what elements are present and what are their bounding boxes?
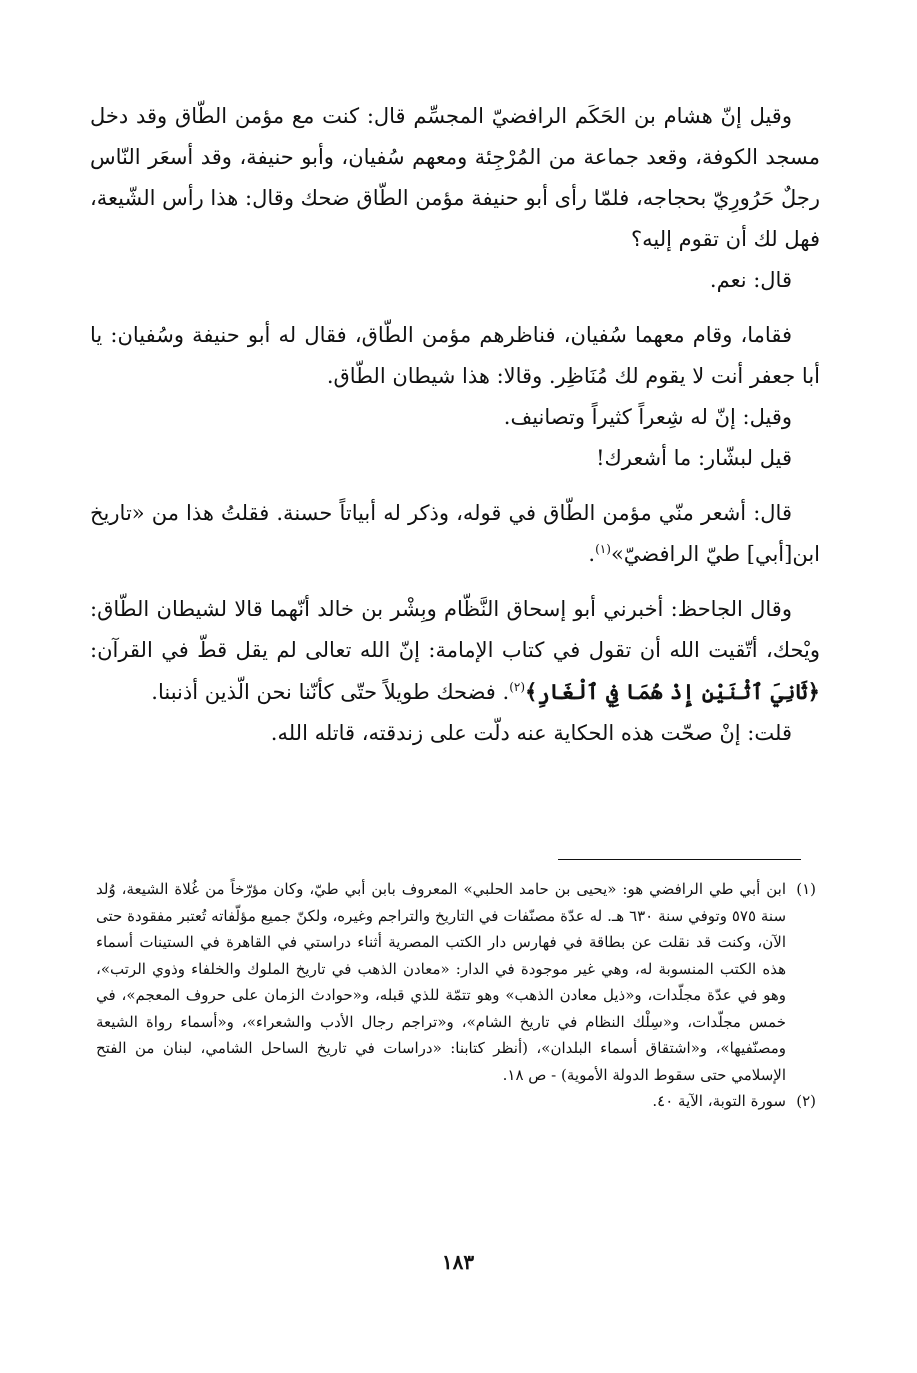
paragraph-bashar: قيل لبشّار: ما أشعرك! (596, 446, 792, 470)
paragraph-bashar-reply (90, 493, 820, 575)
footnote-ref-1[interactable]: (١) (595, 542, 611, 556)
paragraph-author-comment: قلت: إنْ صحّت هذه الحكاية عنه دلّت على زندقته، قاتله الله. (270, 721, 792, 745)
paragraph-jahiz (90, 589, 820, 713)
paragraph-bashar-reply-end: . (588, 542, 596, 566)
main-text (90, 96, 820, 754)
paragraph-poetry: وقيل: إنّ له شِعراً كثيراً وتصانيف. (503, 405, 792, 429)
footnote-text: ابن أبي طي الرافضي هو: «يحيى بن حامد الحلبي» المعروف بابن أبي طيّ، وكان مؤرّخاً من غُلاة الشيعة، وُلد سنة ٥٧٥ وتوفي سنة ٦٣٠ هـ. له عدّة مصنّفات في التاريخ والتراجم وغيره، ولكنّ جميع مؤلّفاته تُعتبر مفقودة حتى الآن، وكنت قد نقلت عن بطاقة في فهارس دار الكتب المصرية أثناء دراستي في القاهرة في الستينات أسماء هذه الكتب المنسوبة له، وهي غير موجودة في الدار: «معادن الذهب في تاريخ الملوك والخلفاء وذوي الرتب»، وهو في عدّة مجلّدات، و«ذيل معادن الذهب» وهو تتمّة للذي قبله، و«حوادث الزمان على حروف المعجم»، في خمس مجلّدات، و«سِلْك النظام في تاريخ الشام»، و«تراجم رجال الأدب والشعراء»، و«أسماء رواة الشيعة ومصنّفيها»، و«اشتقاق أسماء البلدان»، (أنظر كتابنا: «دراسات في تاريخ الساحل الشامي، لبنان من الفتح الإسلامي حتى سقوط الدولة الأموية) - ص ١٨. (96, 880, 787, 1084)
paragraph-bashar-reply-text: قال: أشعر منّي مؤمن الطّاق في قوله، وذكر له أبياتاً حسنة. فقلتُ هذا من «تاريخ ابن[أبي] طيّ الرافضيّ» (90, 501, 820, 566)
footnote-separator (558, 859, 801, 860)
paragraph-reply-yes: قال: نعم. (709, 268, 792, 292)
footnotes (96, 876, 816, 1115)
paragraph-jahiz-end: . فضحك طويلاً حتّى كأنّنا نحن الّذين أذنبنا. (151, 680, 510, 704)
quran-quote: ﴿ثَانِيَ ٱثْنَيْنِ إِذْ هُمَا فِي ٱلْغَارِ﴾ (525, 679, 820, 704)
paragraph-hisham-story: وقيل إنّ هشام بن الحَكَم الرافضيّ المجسِّم قال: كنت مع مؤمن الطّاق وقد دخل مسجد الكوفة، وقعد جماعة من المُرْجِئة ومعهم سُفيان، وأبو حنيفة، وقد أسعَر النّاس رجلٌ حَرُورِيّ بحجاجه، فلمّا رأى أبو حنيفة مؤمن الطّاق ضحك وقال: هذا رأس الشّيعة، فهل لك أن تقوم إليه؟ (90, 104, 820, 251)
paragraph-debate: فقاما، وقام معهما سُفيان، فناظرهم مؤمن الطّاق، فقال له أبو حنيفة وسُفيان: يا أبا جعفر أنت لا يقوم لك مُنَاظِر. وقالا: هذا شيطان الطّاق. (90, 323, 820, 388)
footnote-ref-2[interactable]: (٢) (509, 680, 526, 694)
paragraph-jahiz-text: وقال الجاحظ: أخبرني أبو إسحاق النَّظّام وبِشْر بن خالد أنّهما قالا لشيطان الطّاق: ويْحك، أتّقيت الله أن تقول في كتاب الإمامة: إنّ الله تعالى لم يقل قطّ في القرآن: (90, 597, 820, 662)
footnote-1 (96, 876, 816, 1088)
footnote-2 (96, 1088, 816, 1115)
footnote-number: (١) (796, 880, 816, 898)
page-number: ١٨٣ (441, 1250, 475, 1274)
footnote-text: سورة التوبة، الآية ٤٠. (652, 1092, 786, 1110)
footnote-number: (٢) (796, 1092, 816, 1110)
